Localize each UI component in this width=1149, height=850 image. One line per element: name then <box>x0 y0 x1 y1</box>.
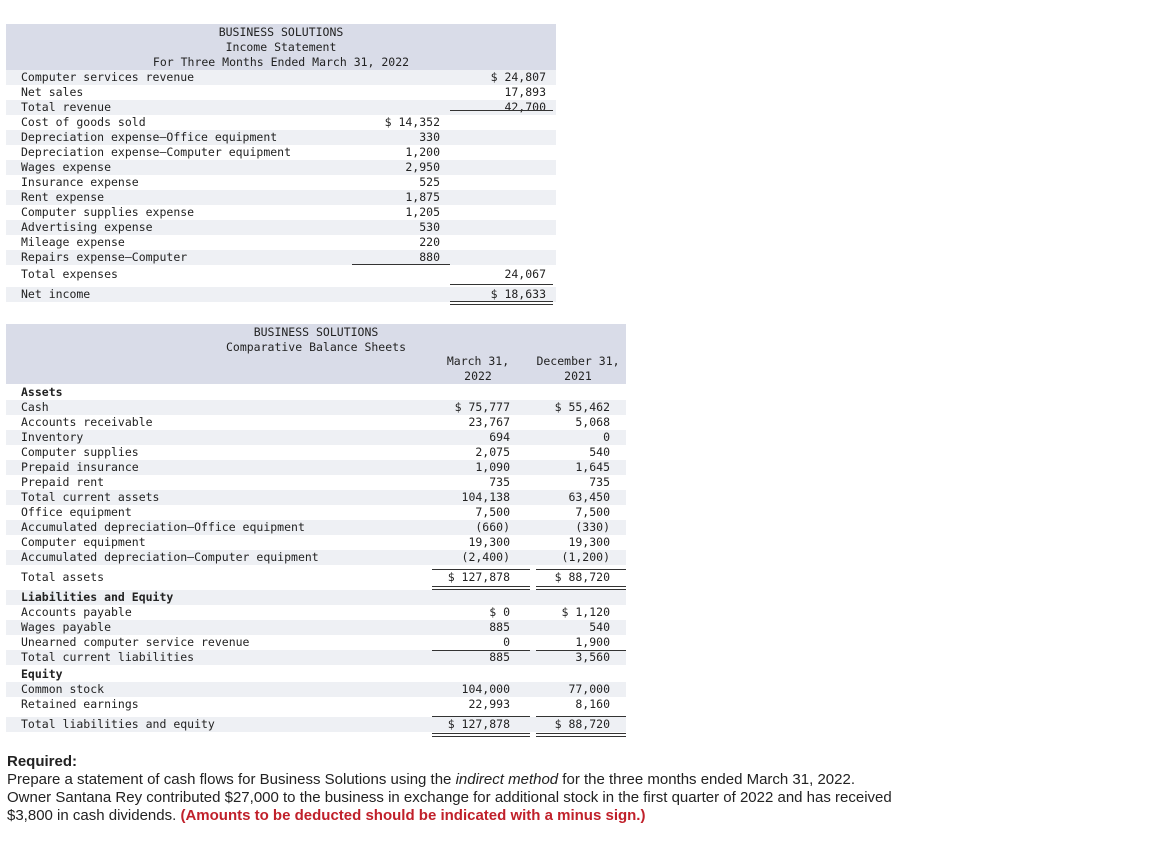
bs-row <box>6 667 626 682</box>
required-line-3 <box>7 807 1137 825</box>
bs-row <box>6 505 626 520</box>
bs-row-label: Assets <box>21 385 63 399</box>
is-row <box>6 145 556 160</box>
balance-sheet-table <box>6 324 626 740</box>
bs-row-label: Inventory <box>21 430 84 444</box>
is-row <box>6 250 556 265</box>
bs-row-label: Accumulated depreciation—Computer equipment <box>21 550 319 564</box>
bs-row-label: Accounts receivable <box>21 415 153 429</box>
required-section <box>7 753 1137 825</box>
total-assets-underline <box>432 569 530 570</box>
is-row-label: Total expenses <box>21 267 118 281</box>
is-row <box>6 205 556 220</box>
bs-row-march: 104,138 <box>461 490 510 504</box>
bs-row <box>6 682 626 697</box>
required-line-3-text: $3,800 in cash dividends. <box>7 807 181 824</box>
bs-row-december: (1,200) <box>561 550 610 564</box>
required-line-2: Owner Santana Rey contributed $27,000 to the business in exchange for additional stock in the first quarter of 2022 and has received <box>7 789 892 806</box>
bs-row <box>6 697 626 712</box>
is-row <box>6 267 556 282</box>
is-row-col1: $ 14,352 <box>384 115 440 129</box>
bs-title: Comparative Balance Sheets <box>225 340 406 354</box>
is-row <box>6 70 556 85</box>
income-statement-table <box>6 24 556 304</box>
bs-row-march: (660) <box>475 520 510 534</box>
bs-row-march: 19,300 <box>468 535 510 549</box>
bs-row-march: 22,993 <box>468 697 510 711</box>
required-note: (Amounts to be deducted should be indicated with a minus sign.) <box>180 807 646 824</box>
bs-row-december: $ 1,120 <box>561 605 610 619</box>
bs-row <box>6 605 626 620</box>
bs-row-label: Total current assets <box>21 490 160 504</box>
bs-row-december: 540 <box>589 620 610 634</box>
bs-row-december: $ 88,720 <box>554 717 610 731</box>
required-line-1-b: for the three months ended March 31, 2022. <box>558 771 855 788</box>
is-row-label: Total revenue <box>21 100 112 114</box>
required-line-1-em: indirect method <box>455 771 559 788</box>
total-expenses-underline <box>450 284 553 285</box>
revenue-underline <box>450 110 553 111</box>
bs-row <box>6 520 626 535</box>
is-row-col1: 525 <box>419 175 440 189</box>
bs-row-march: $ 127,878 <box>447 570 510 584</box>
is-row-label: Mileage expense <box>21 235 125 249</box>
is-row <box>6 175 556 190</box>
col-header-march-line2: 2022 <box>464 369 492 383</box>
total-assets-underline-2 <box>536 569 626 570</box>
bs-row-december: (330) <box>575 520 610 534</box>
bs-row-march: $ 0 <box>489 605 510 619</box>
bs-row <box>6 620 626 635</box>
bs-row-march: 104,000 <box>461 682 510 696</box>
bs-row-march: 2,075 <box>475 445 510 459</box>
bs-row <box>6 590 626 605</box>
is-row <box>6 130 556 145</box>
bs-row-label: Prepaid rent <box>21 475 105 489</box>
bs-row <box>6 717 626 732</box>
is-row <box>6 115 556 130</box>
bs-row-december: $ 88,720 <box>554 570 610 584</box>
is-row-label: Cost of goods sold <box>21 115 146 129</box>
is-row <box>6 100 556 115</box>
bs-row-march: 694 <box>489 430 510 444</box>
bs-row <box>6 550 626 565</box>
is-row-col2: $ 24,807 <box>490 70 546 84</box>
col-header-december-line1: December 31, <box>536 354 620 368</box>
bs-row-december: 3,560 <box>575 650 610 664</box>
net-income-double-underline <box>450 301 553 305</box>
is-row <box>6 85 556 100</box>
is-row-label: Repairs expense—Computer <box>21 250 188 264</box>
bs-row-march: $ 127,878 <box>447 717 510 731</box>
bs-row-march: 885 <box>489 620 510 634</box>
liabilities-underline-2 <box>536 650 626 651</box>
is-row-col1: 530 <box>419 220 440 234</box>
bs-row <box>6 445 626 460</box>
is-row-label: Net sales <box>21 85 84 99</box>
statement-title: Income Statement <box>225 40 337 54</box>
bs-row-december: 7,500 <box>575 505 610 519</box>
bs-row-march: (2,400) <box>461 550 510 564</box>
required-line-1 <box>7 771 1137 789</box>
is-row-label: Rent expense <box>21 190 105 204</box>
bs-row-december: 63,450 <box>568 490 610 504</box>
total-assets-double-underline <box>432 586 530 590</box>
is-row <box>6 235 556 250</box>
col-header-march-line1: March 31, <box>446 354 510 368</box>
company-name: BUSINESS SOLUTIONS <box>218 25 344 39</box>
bs-row-label: Total assets <box>21 570 105 584</box>
is-row-col1: 1,200 <box>405 145 440 159</box>
is-row-label: Net income <box>21 287 91 301</box>
bs-row-december: 540 <box>589 445 610 459</box>
bs-row-december: 1,645 <box>575 460 610 474</box>
is-row-col1: 330 <box>419 130 440 144</box>
bs-row-label: Retained earnings <box>21 697 139 711</box>
bs-row <box>6 430 626 445</box>
is-row-col1: 1,205 <box>405 205 440 219</box>
bs-row <box>6 650 626 665</box>
equity-underline <box>432 716 530 717</box>
is-row-label: Insurance expense <box>21 175 139 189</box>
bs-company-name: BUSINESS SOLUTIONS <box>253 325 379 339</box>
bs-row-december: 735 <box>589 475 610 489</box>
total-assets-double-underline-2 <box>536 586 626 590</box>
bs-row-march: 7,500 <box>475 505 510 519</box>
statement-period: For Three Months Ended March 31, 2022 <box>152 55 410 69</box>
expenses-underline <box>352 264 450 265</box>
bs-row <box>6 490 626 505</box>
bs-row-label: Accumulated depreciation—Office equipment <box>21 520 305 534</box>
is-row <box>6 160 556 175</box>
is-row-col1: 2,950 <box>405 160 440 174</box>
is-row-col2: 24,067 <box>504 267 546 281</box>
is-row-label: Computer services revenue <box>21 70 195 84</box>
bs-row-march: 0 <box>503 635 510 649</box>
required-line-1-a: Prepare a statement of cash flows for Business Solutions using the <box>7 771 456 788</box>
is-row <box>6 220 556 235</box>
bs-row-label: Total current liabilities <box>21 650 195 664</box>
total-le-double-underline <box>432 733 530 737</box>
liabilities-underline <box>432 650 530 651</box>
is-row-col2: 17,893 <box>504 85 546 99</box>
bs-row-december: 5,068 <box>575 415 610 429</box>
is-row-label: Advertising expense <box>21 220 153 234</box>
bs-row <box>6 415 626 430</box>
total-le-double-underline-2 <box>536 733 626 737</box>
equity-underline-2 <box>536 716 626 717</box>
is-row-col1: 880 <box>419 250 440 264</box>
bs-row-label: Computer supplies <box>21 445 139 459</box>
bs-row-march: 885 <box>489 650 510 664</box>
bs-row-label: Equity <box>21 667 63 681</box>
is-row <box>6 190 556 205</box>
bs-row-december: 77,000 <box>568 682 610 696</box>
bs-row-label: Common stock <box>21 682 105 696</box>
bs-row-december: 1,900 <box>575 635 610 649</box>
required-heading: Required: <box>7 753 78 770</box>
is-row-col2: 42,700 <box>504 100 546 114</box>
bs-row <box>6 570 626 585</box>
bs-row-december: 0 <box>603 430 610 444</box>
bs-row-label: Accounts payable <box>21 605 132 619</box>
is-row-label: Computer supplies expense <box>21 205 195 219</box>
is-row-col2: $ 18,633 <box>490 287 546 301</box>
is-row-label: Depreciation expense—Computer equipment <box>21 145 292 159</box>
is-row-label: Wages expense <box>21 160 112 174</box>
bs-row <box>6 385 626 400</box>
bs-row-label: Wages payable <box>21 620 112 634</box>
is-row-col1: 220 <box>419 235 440 249</box>
bs-row-march: 1,090 <box>475 460 510 474</box>
bs-row-label: Computer equipment <box>21 535 146 549</box>
bs-row-label: Cash <box>21 400 49 414</box>
bs-row <box>6 635 626 650</box>
bs-row <box>6 535 626 550</box>
bs-row-label: Liabilities and Equity <box>21 590 174 604</box>
bs-row-label: Total liabilities and equity <box>21 717 215 731</box>
bs-row-label: Office equipment <box>21 505 132 519</box>
is-row-col1: 1,875 <box>405 190 440 204</box>
bs-row <box>6 460 626 475</box>
bs-row-label: Unearned computer service revenue <box>21 635 250 649</box>
bs-row <box>6 475 626 490</box>
is-row <box>6 287 556 302</box>
bs-row-march: 23,767 <box>468 415 510 429</box>
bs-row-december: $ 55,462 <box>554 400 610 414</box>
col-header-december-line2: 2021 <box>564 369 592 383</box>
bs-row <box>6 400 626 415</box>
is-row-label: Depreciation expense—Office equipment <box>21 130 278 144</box>
bs-row-december: 8,160 <box>575 697 610 711</box>
bs-row-march: $ 75,777 <box>454 400 510 414</box>
bs-row-march: 735 <box>489 475 510 489</box>
bs-row-label: Prepaid insurance <box>21 460 139 474</box>
bs-row-december: 19,300 <box>568 535 610 549</box>
